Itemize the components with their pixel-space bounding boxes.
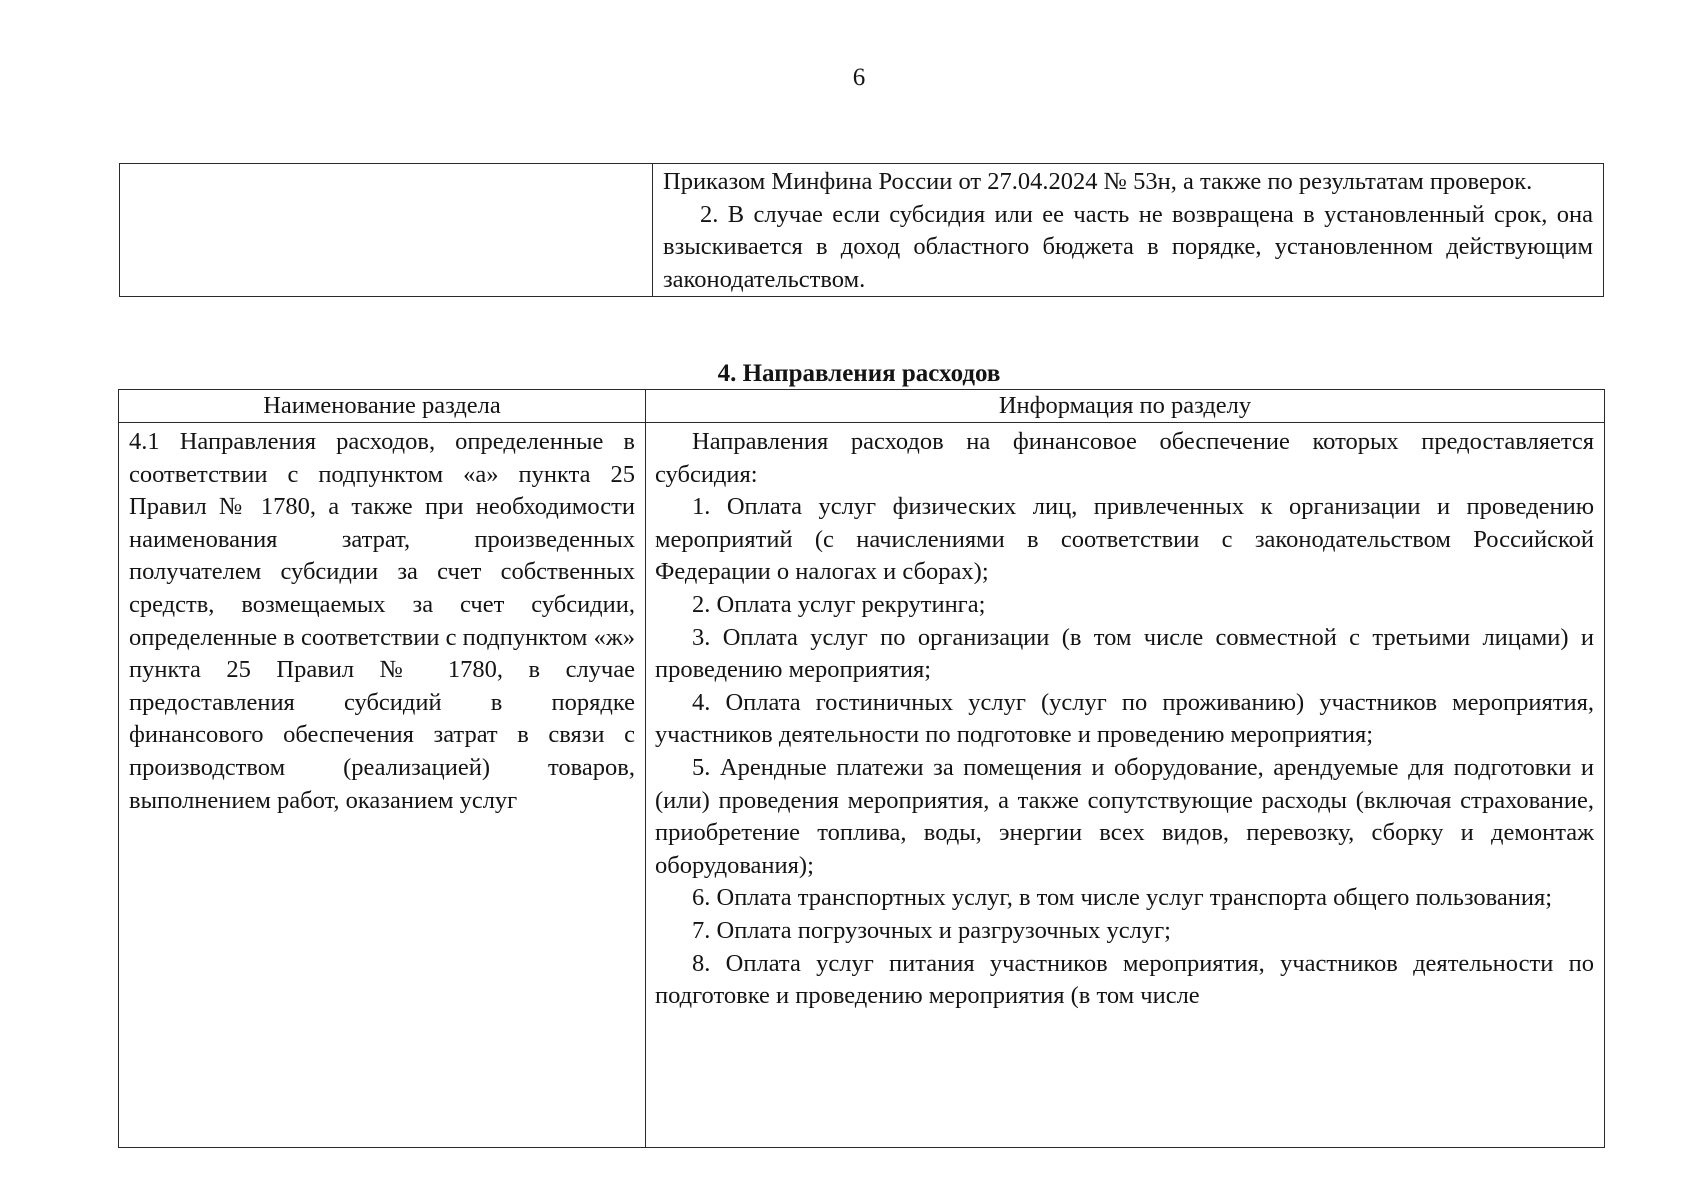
info-paragraph: 3. Оплата услуг по организации (в том числе совместной с третьими лицами) и проведению мероприятия;	[655, 623, 1594, 684]
section-name-cell	[119, 423, 646, 1148]
info-paragraph: Направления расходов на финансовое обеспечение которых предоставляется субсидия:	[655, 428, 1594, 488]
table-header-row	[119, 390, 1605, 423]
column-header-section-info: Информация по разделу	[646, 390, 1605, 423]
info-paragraph: 2. Оплата услуг рекрутинга;	[692, 590, 986, 618]
section-info-cell	[646, 423, 1605, 1148]
table-row	[119, 423, 1605, 1148]
continuation-cell	[653, 164, 1604, 297]
table-row	[120, 164, 1604, 297]
info-paragraph: 1. Оплата услуг физических лиц, привлеченных к организации и проведению мероприятий (с начислениями в соответствии с законодательством Российской Федерации о налогах и сборах);	[655, 493, 1594, 586]
continuation-table	[119, 163, 1604, 297]
info-paragraph: 4. Оплата гостиничных услуг (услуг по проживанию) участников мероприятия, участников деятельности по подготовке и проведению мероприятия;	[655, 688, 1594, 749]
empty-cell	[120, 164, 653, 297]
section-name-text: 4.1 Направления расходов, определенные в соответствии с подпунктом «а» пункта 25 Правил № 1780, а также при необходимости наименования затрат, произведенных получателем субсидии за счет собственных средств, возмещаемых за счет субсидии, определенные в соответствии с подпунктом «ж» пункта 25 Правил № 1780, в случае предоставления субсидий в порядке финансового обеспечения затрат в связи с производством (реализацией) товаров, выполнением работ, оказанием услуг	[129, 428, 635, 814]
section-heading: 4. Направления расходов	[717, 360, 1001, 387]
page-number: 6	[852, 64, 866, 91]
continuation-paragraph: Приказом Минфина России от 27.04.2024 № 53н, а также по результатам проверок.	[663, 168, 1533, 195]
info-paragraph: 5. Арендные платежи за помещения и оборудование, арендуемые для подготовки и (или) проведения мероприятия, а также сопутствующие расходы (включая страхование, приобретение топлива, воды, энергии всех видов, перевозку, сборку и демонтаж оборудования);	[655, 753, 1594, 879]
info-paragraph: 8. Оплата услуг питания участников мероприятия, участников деятельности по подготовке и проведению мероприятия (в том числе	[655, 949, 1594, 1010]
info-paragraph: 7. Оплата погрузочных и разгрузочных услуг;	[692, 916, 1171, 944]
expense-directions-table	[118, 389, 1605, 1148]
column-header-section-name: Наименование раздела	[119, 390, 646, 423]
info-paragraph: 6. Оплата транспортных услуг, в том числе услуг транспорта общего пользования;	[692, 884, 1553, 912]
continuation-paragraph: 2. В случае если субсидия или ее часть не возвращена в установленный срок, она взыскивается в доход областного бюджета в порядке, установленном действующим законодательством.	[663, 200, 1593, 293]
